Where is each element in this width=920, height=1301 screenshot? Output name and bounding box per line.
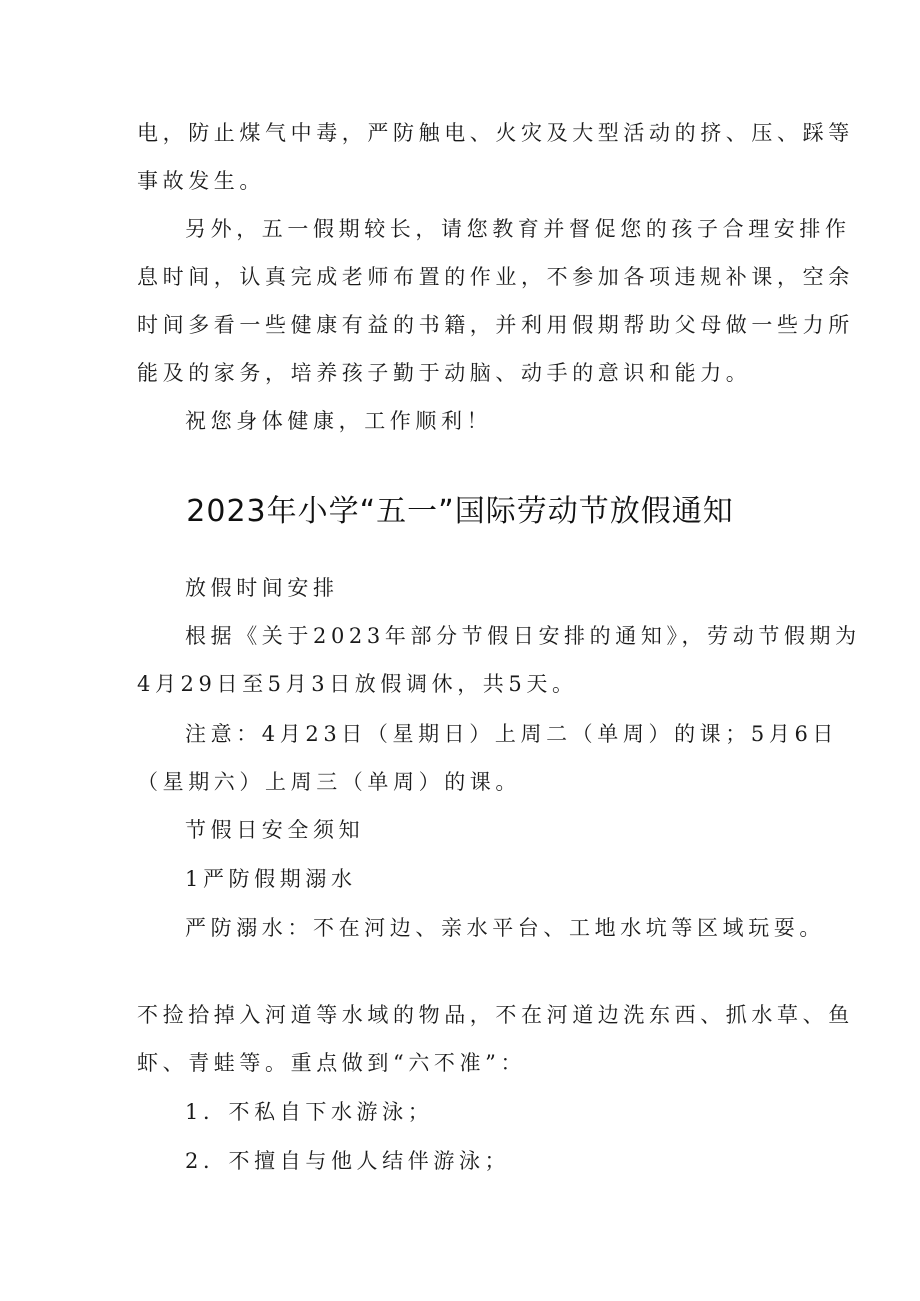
- subsection-heading: 1严防假期溺水: [185, 867, 357, 891]
- paragraph-line: 时间多看一些健康有益的书籍，并利用假期帮助父母做一些力所: [137, 313, 854, 337]
- paragraph-line: 能及的家务，培养孩子勤于动脑、动手的意识和能力。: [137, 361, 752, 385]
- paragraph-line: 事故发生。: [137, 169, 265, 193]
- paragraph-line: 严防溺水：不在河边、亲水平台、工地水坑等区域玩耍。: [185, 916, 825, 940]
- section-heading: 节假日安全须知: [185, 818, 365, 842]
- paragraph-line: 不捡拾掉入河道等水域的物品，不在河道边洗东西、抓水草、鱼: [137, 1003, 854, 1027]
- paragraph-line: 另外，五一假期较长，请您教育并督促您的孩子合理安排作: [185, 217, 851, 241]
- section-heading: 放假时间安排: [185, 576, 339, 600]
- document-title: 2023年小学“五一”国际劳动节放假通知: [186, 494, 734, 529]
- paragraph-line: 虾、青蛙等。重点做到“六不准”：: [137, 1051, 527, 1075]
- paragraph-line: 电，防止煤气中毒，严防触电、火灾及大型活动的挤、压、踩等: [137, 121, 854, 145]
- closing-line: 祝您身体健康，工作顺利！: [185, 409, 493, 433]
- paragraph-line: 息时间，认真完成老师布置的作业，不参加各项违规补课，空余: [137, 265, 854, 289]
- paragraph-line: 根据《关于2023年部分节假日安排的通知》，劳动节假期为: [185, 624, 861, 648]
- paragraph-line: 4月29日至5月3日放假调休，共5天。: [137, 672, 578, 696]
- paragraph-line: 注意：4月23日（星期日）上周二（单周）的课；5月6日: [185, 722, 839, 746]
- paragraph-line: （星期六）上周三（单周）的课。: [137, 770, 521, 794]
- list-item: 1．不私自下水游泳；: [185, 1100, 434, 1124]
- list-item: 2．不擅自与他人结伴游泳；: [185, 1149, 511, 1173]
